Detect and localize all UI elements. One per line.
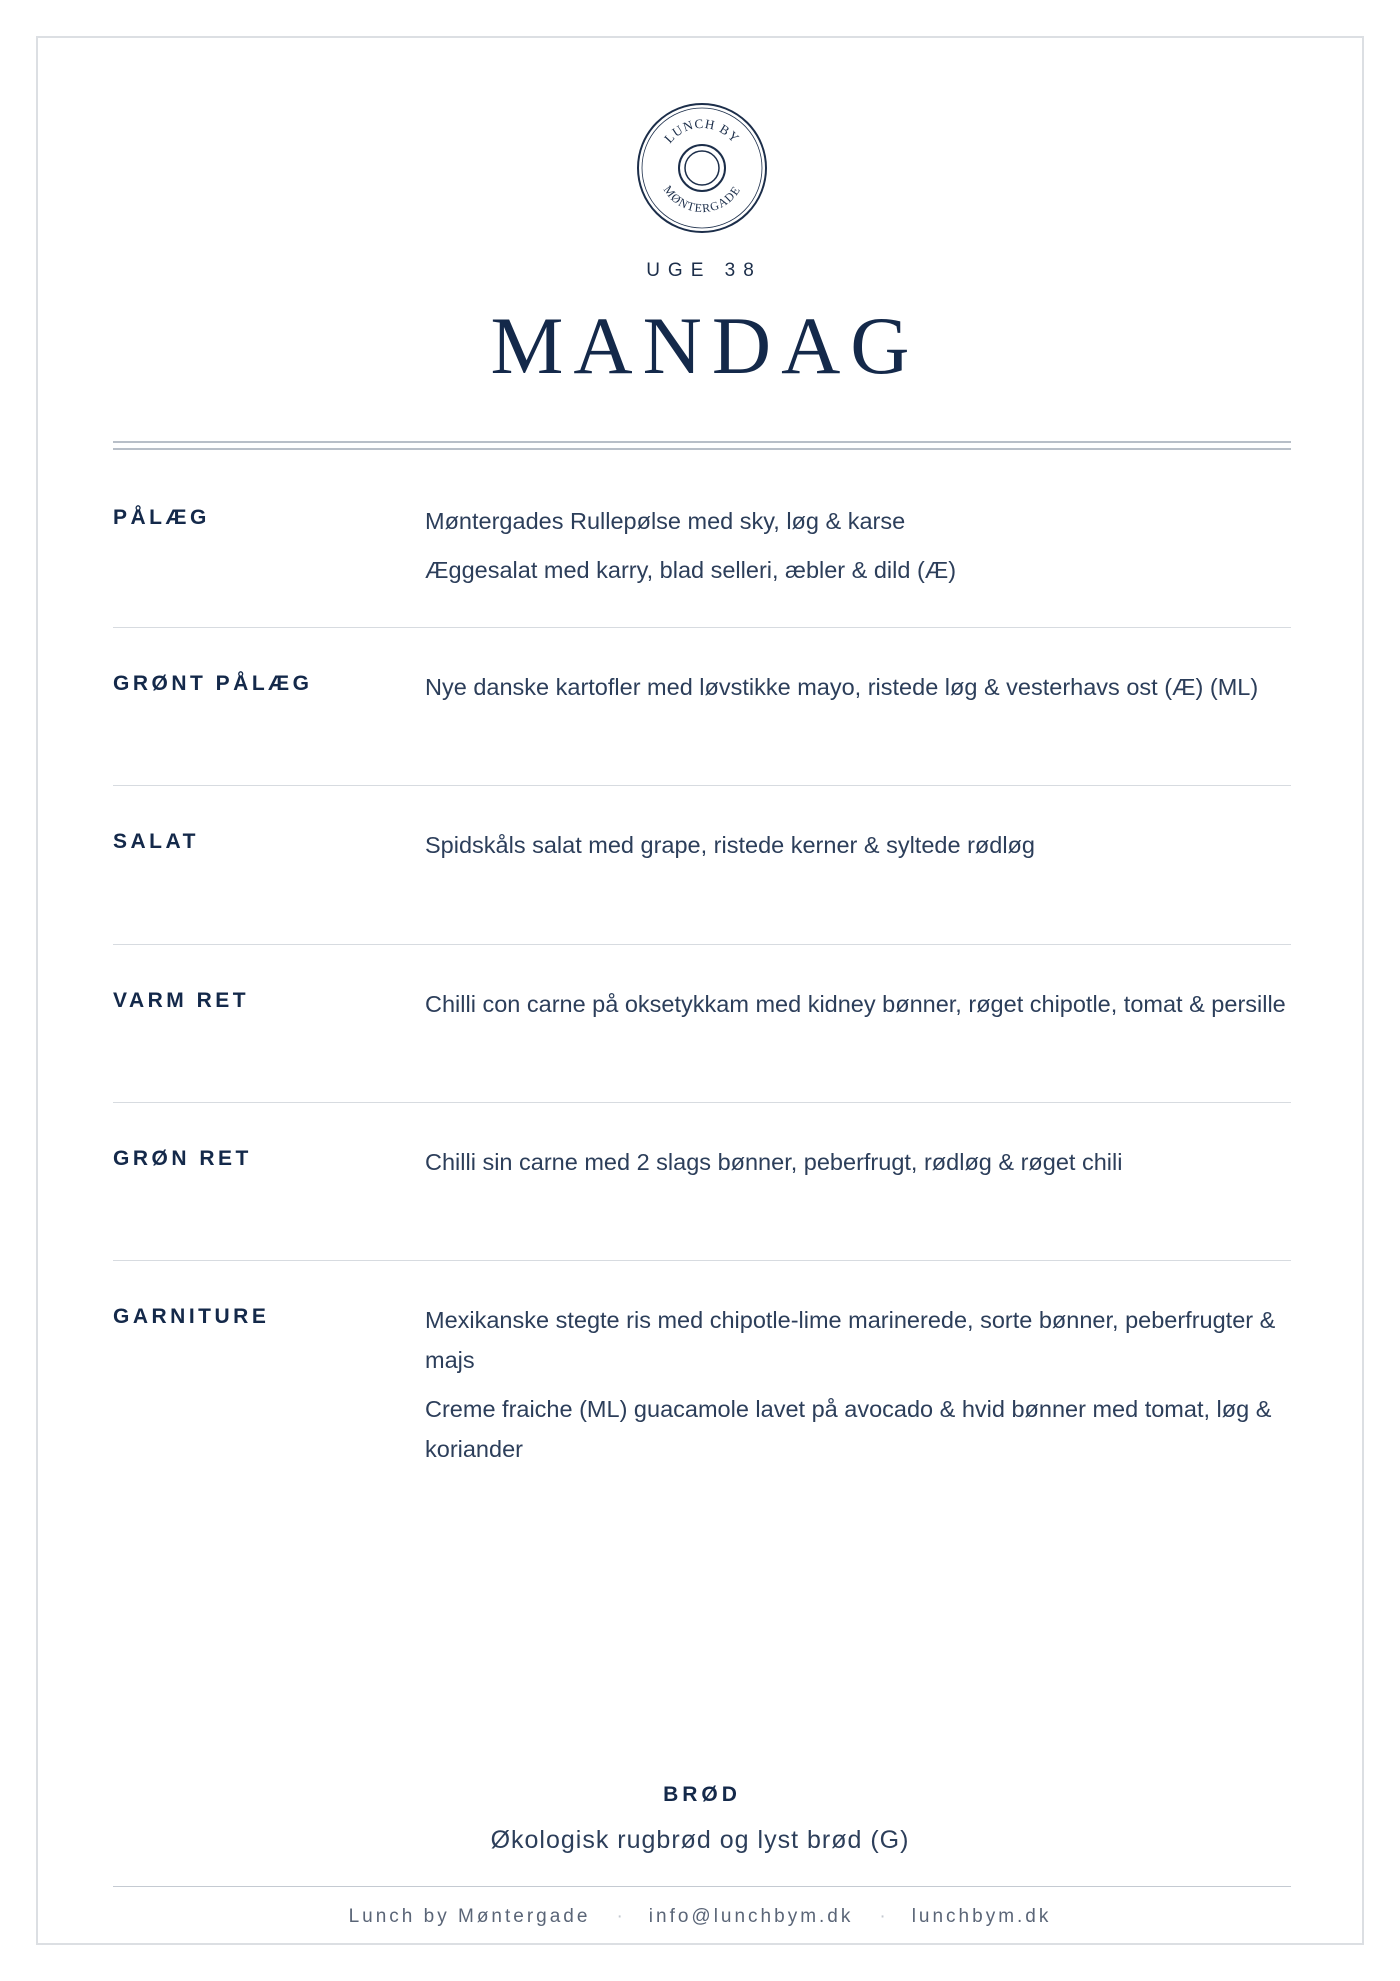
dish-item: Mexikanske stegte ris med chipotle-lime marinerede, sorte bønner, peberfrugter & majs bbox=[425, 1307, 1276, 1373]
section-label: GRØNT PÅLÆG bbox=[113, 672, 313, 695]
section-divider bbox=[113, 627, 1291, 628]
header-double-divider bbox=[113, 441, 1291, 450]
footer-separator: · bbox=[879, 1906, 886, 1927]
section-label: GRØN RET bbox=[113, 1147, 252, 1170]
section-divider bbox=[113, 1260, 1291, 1261]
section-divider bbox=[113, 1102, 1291, 1103]
footer bbox=[0, 1906, 1400, 1928]
dish-item: Chilli con carne på oksetykkam med kidney bønner, røget chipotle, tomat & persille bbox=[425, 991, 1286, 1017]
bread-label: BRØD bbox=[663, 1783, 741, 1806]
section-divider bbox=[113, 785, 1291, 786]
dish-list bbox=[425, 1142, 1291, 1191]
section-label: VARM RET bbox=[113, 989, 250, 1012]
day-title: MANDAG bbox=[490, 300, 920, 391]
footer-divider bbox=[113, 1886, 1291, 1887]
dish-list bbox=[425, 1300, 1291, 1478]
footer-company-name: Lunch by Møntergade bbox=[348, 1906, 591, 1927]
section-label: GARNITURE bbox=[113, 1305, 270, 1328]
footer-separator: · bbox=[616, 1906, 623, 1927]
svg-text:LUNCH BY bbox=[661, 116, 743, 146]
svg-text:MØNTERGADE bbox=[661, 183, 744, 215]
dish-list bbox=[425, 825, 1291, 874]
week-label: UGE 38 bbox=[646, 260, 762, 281]
dish-list bbox=[425, 984, 1291, 1033]
footer-website-link[interactable]: lunchbym.dk bbox=[911, 1906, 1052, 1927]
dish-list bbox=[425, 501, 1291, 599]
footer-email-link[interactable]: info@lunchbym.dk bbox=[648, 1906, 854, 1927]
bread-text: Økologisk rugbrød og lyst brød (G) bbox=[490, 1826, 910, 1854]
section-label: PÅLÆG bbox=[113, 506, 210, 529]
dish-item: Nye danske kartofler med løvstikke mayo, ristede løg & vesterhavs ost (Æ) (ML) bbox=[425, 674, 1259, 700]
section-label: SALAT bbox=[113, 830, 199, 853]
logo-text-top: LUNCH BY bbox=[661, 115, 743, 146]
dish-item: Spidskåls salat med grape, ristede kerner & syltede rødløg bbox=[425, 832, 1035, 858]
dish-list bbox=[425, 667, 1291, 716]
dish-item: Møntergades Rullepølse med sky, løg & karse bbox=[425, 508, 906, 534]
dish-item: Æggesalat med karry, blad selleri, æbler & dild (Æ) bbox=[425, 557, 957, 583]
dish-item: Chilli sin carne med 2 slags bønner, peberfrugt, rødløg & røget chili bbox=[425, 1149, 1123, 1175]
section-divider bbox=[113, 944, 1291, 945]
dish-item: Creme fraiche (ML) guacamole lavet på avocado & hvid bønner med tomat, løg & koriander bbox=[425, 1396, 1272, 1462]
lunch-by-montergade-logo bbox=[634, 100, 770, 236]
logo-text-bottom: MØNTERGADE bbox=[660, 182, 744, 216]
